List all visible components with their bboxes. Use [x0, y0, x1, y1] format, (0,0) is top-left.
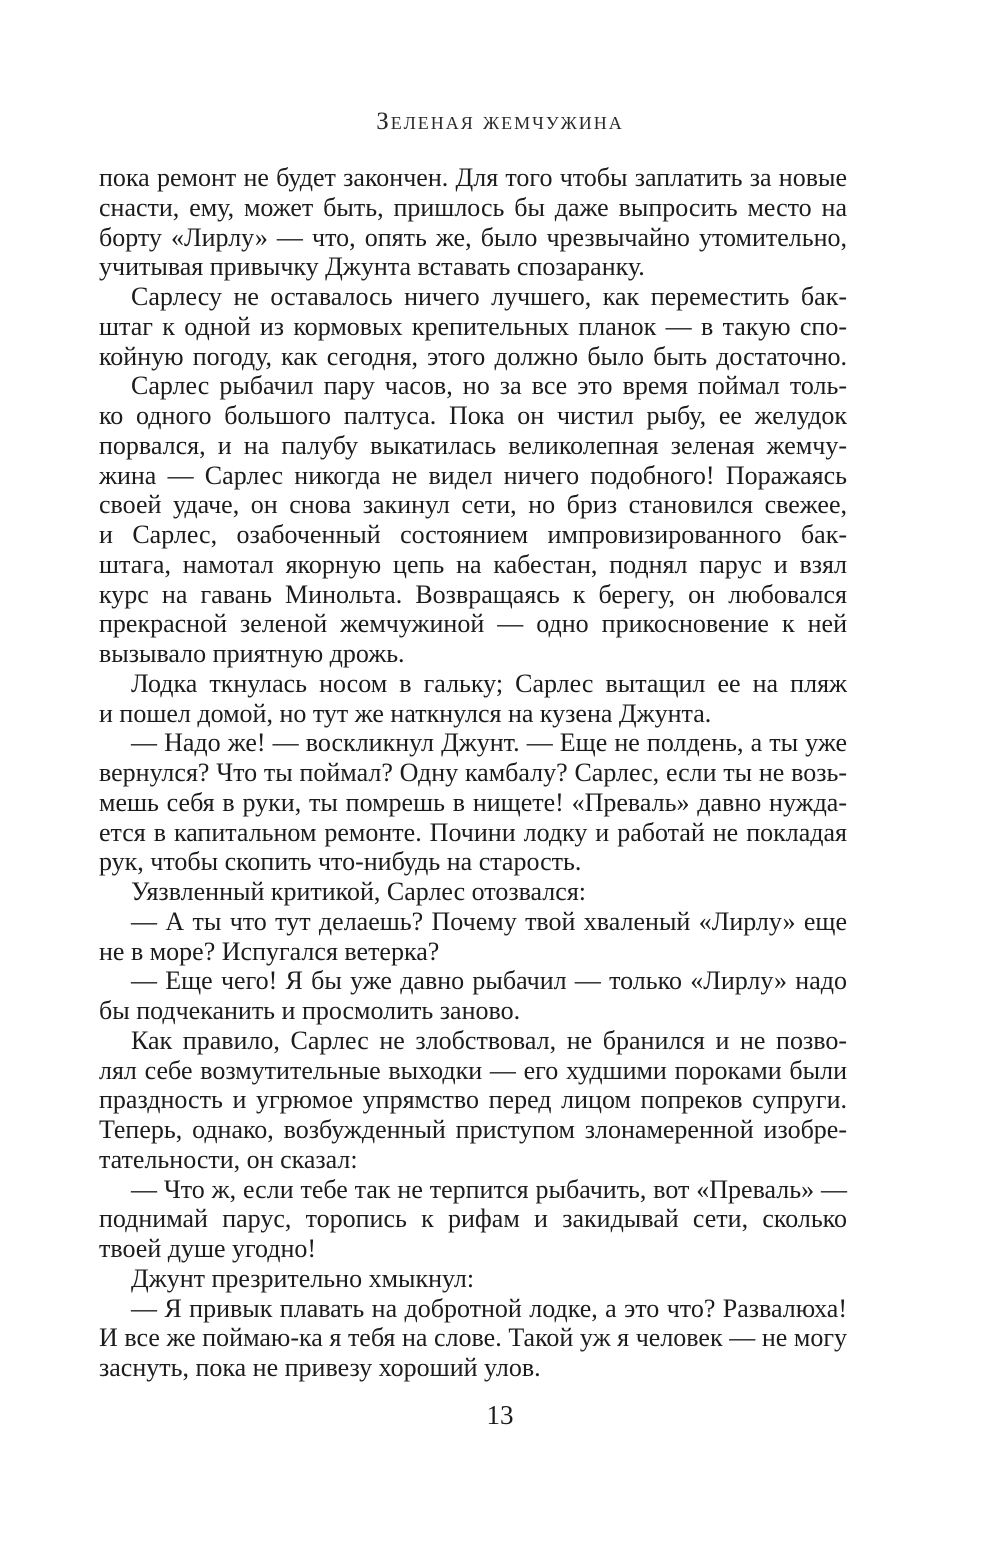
text-line: Уязвленный критикой, Сарлес отозвался:	[131, 877, 586, 906]
text-line: — А ты что тут делаешь? Почему твой хваленый «Лирлу» еще	[131, 906, 847, 936]
text-line: твоей душе угодно!	[99, 1234, 317, 1263]
text-line: не в море? Испугался ветерка?	[99, 936, 440, 966]
text-line: Сарлес рыбачил пару часов, но за все это время поймал толь-	[131, 371, 847, 401]
text-line: Как правило, Сарлес не злобствовал, не бранился и не позво-	[131, 1025, 847, 1055]
text-line: И все же поймаю-ка я тебя на слове. Такой уж я человек — не могу	[99, 1323, 847, 1353]
text-line: — Надо же! — воскликнул Джунт. — Еще не полдень, а ты уже	[131, 728, 847, 758]
text-line: вернулся? Что ты поймал? Одну камбалу? Сарлес, если ты не возь-	[99, 758, 847, 787]
text-line: ется в капитальном ремонте. Почини лодку и работай не покладая	[99, 817, 847, 847]
text-line: пока ремонт не будет закончен. Для того чтобы заплатить за новые	[99, 163, 847, 192]
paragraph	[99, 966, 847, 1026]
text-line: мешь себя в руки, ты помрешь в нищете! «Преваль» давно нужда-	[99, 787, 847, 817]
paragraph	[99, 1264, 847, 1294]
text-line: борту «Лирлу» — что, опять же, было чрезвычайно утомительно,	[99, 222, 847, 252]
text-line: и Сарлес, озабоченный состоянием импровизированного бак-	[99, 520, 847, 549]
paragraph	[99, 669, 847, 729]
text-line: заснуть, пока не привезу хороший улов.	[99, 1353, 541, 1382]
text-line: поднимай парус, торопись к рифам и закидывай сети, сколько	[99, 1204, 847, 1234]
text-line: жина — Сарлес никогда не видел ничего подобного! Поражаясь	[99, 460, 847, 490]
text-line: рук, чтобы скопить что-нибудь на старость.	[99, 847, 582, 877]
paragraph	[99, 1175, 847, 1264]
text-line: ко одного большого палтуса. Пока он чистил рыбу, ее желудок	[99, 401, 847, 430]
text-line: Лодка ткнулась носом в гальку; Сарлес вытащил ее на пляж	[131, 668, 847, 698]
text-line: снасти, ему, может быть, пришлось бы даже выпросить место на	[99, 192, 847, 222]
text-line: тательности, он сказал:	[99, 1144, 358, 1174]
paragraph	[99, 1026, 847, 1175]
paragraph	[99, 728, 847, 877]
text-line: учитывая привычку Джунта вставать спозаранку.	[99, 252, 645, 282]
text-line: порвался, и на палубу выкатилась великолепная зеленая жемчу-	[99, 430, 847, 460]
text-line: штага, намотал якорную цепь на кабестан, поднял парус и взял	[99, 549, 847, 579]
page-number: 13	[486, 1400, 514, 1430]
paragraph	[99, 163, 847, 282]
paragraph	[99, 1294, 847, 1383]
text-line: — Я привык плавать на добротной лодке, а это что? Развалюха!	[131, 1293, 847, 1323]
text-line: своей удаче, он снова закинул сети, но бриз становился свежее,	[99, 490, 847, 520]
text-line: Джунт презрительно хмыкнул:	[131, 1263, 475, 1293]
text-line: и пошел домой, но тут же наткнулся на кузена Джунта.	[99, 698, 712, 728]
text-line: койную погоду, как сегодня, этого должно было быть достаточно.	[99, 341, 847, 371]
text-line: прекрасной зеленой жемчужиной — одно прикосновение к ней	[99, 609, 847, 639]
text-line: бы подчеканить и просмолить заново.	[99, 996, 521, 1025]
paragraph	[99, 371, 847, 669]
text-line: Теперь, однако, возбужденный приступом злонамеренной изобре-	[99, 1115, 847, 1144]
text-line: лял себе возмутительные выходки — его худшими пороками были	[99, 1055, 847, 1085]
paragraph	[99, 877, 847, 907]
text-line: Сарлесу не оставалось ничего лучшего, как переместить бак-	[131, 282, 847, 311]
paragraph	[99, 282, 847, 371]
text-line: курс на гавань Минольта. Возвращаясь к берегу, он любовался	[99, 579, 847, 609]
paragraph	[99, 907, 847, 967]
text-line: праздность и угрюмое упрямство перед лицом попреков супруги.	[99, 1085, 847, 1115]
text-line: штаг к одной из кормовых крепительных планок — в такую спо-	[99, 311, 847, 341]
running-head: Зеленая жемчужина	[376, 108, 624, 135]
text-line: вызывало приятную дрожь.	[99, 639, 405, 668]
body-text	[99, 163, 847, 1383]
text-line: — Еще чего! Я бы уже давно рыбачил — только «Лирлу» надо	[131, 966, 847, 996]
text-line: — Что ж, если тебе так не терпится рыбачить, вот «Преваль» —	[131, 1174, 847, 1204]
